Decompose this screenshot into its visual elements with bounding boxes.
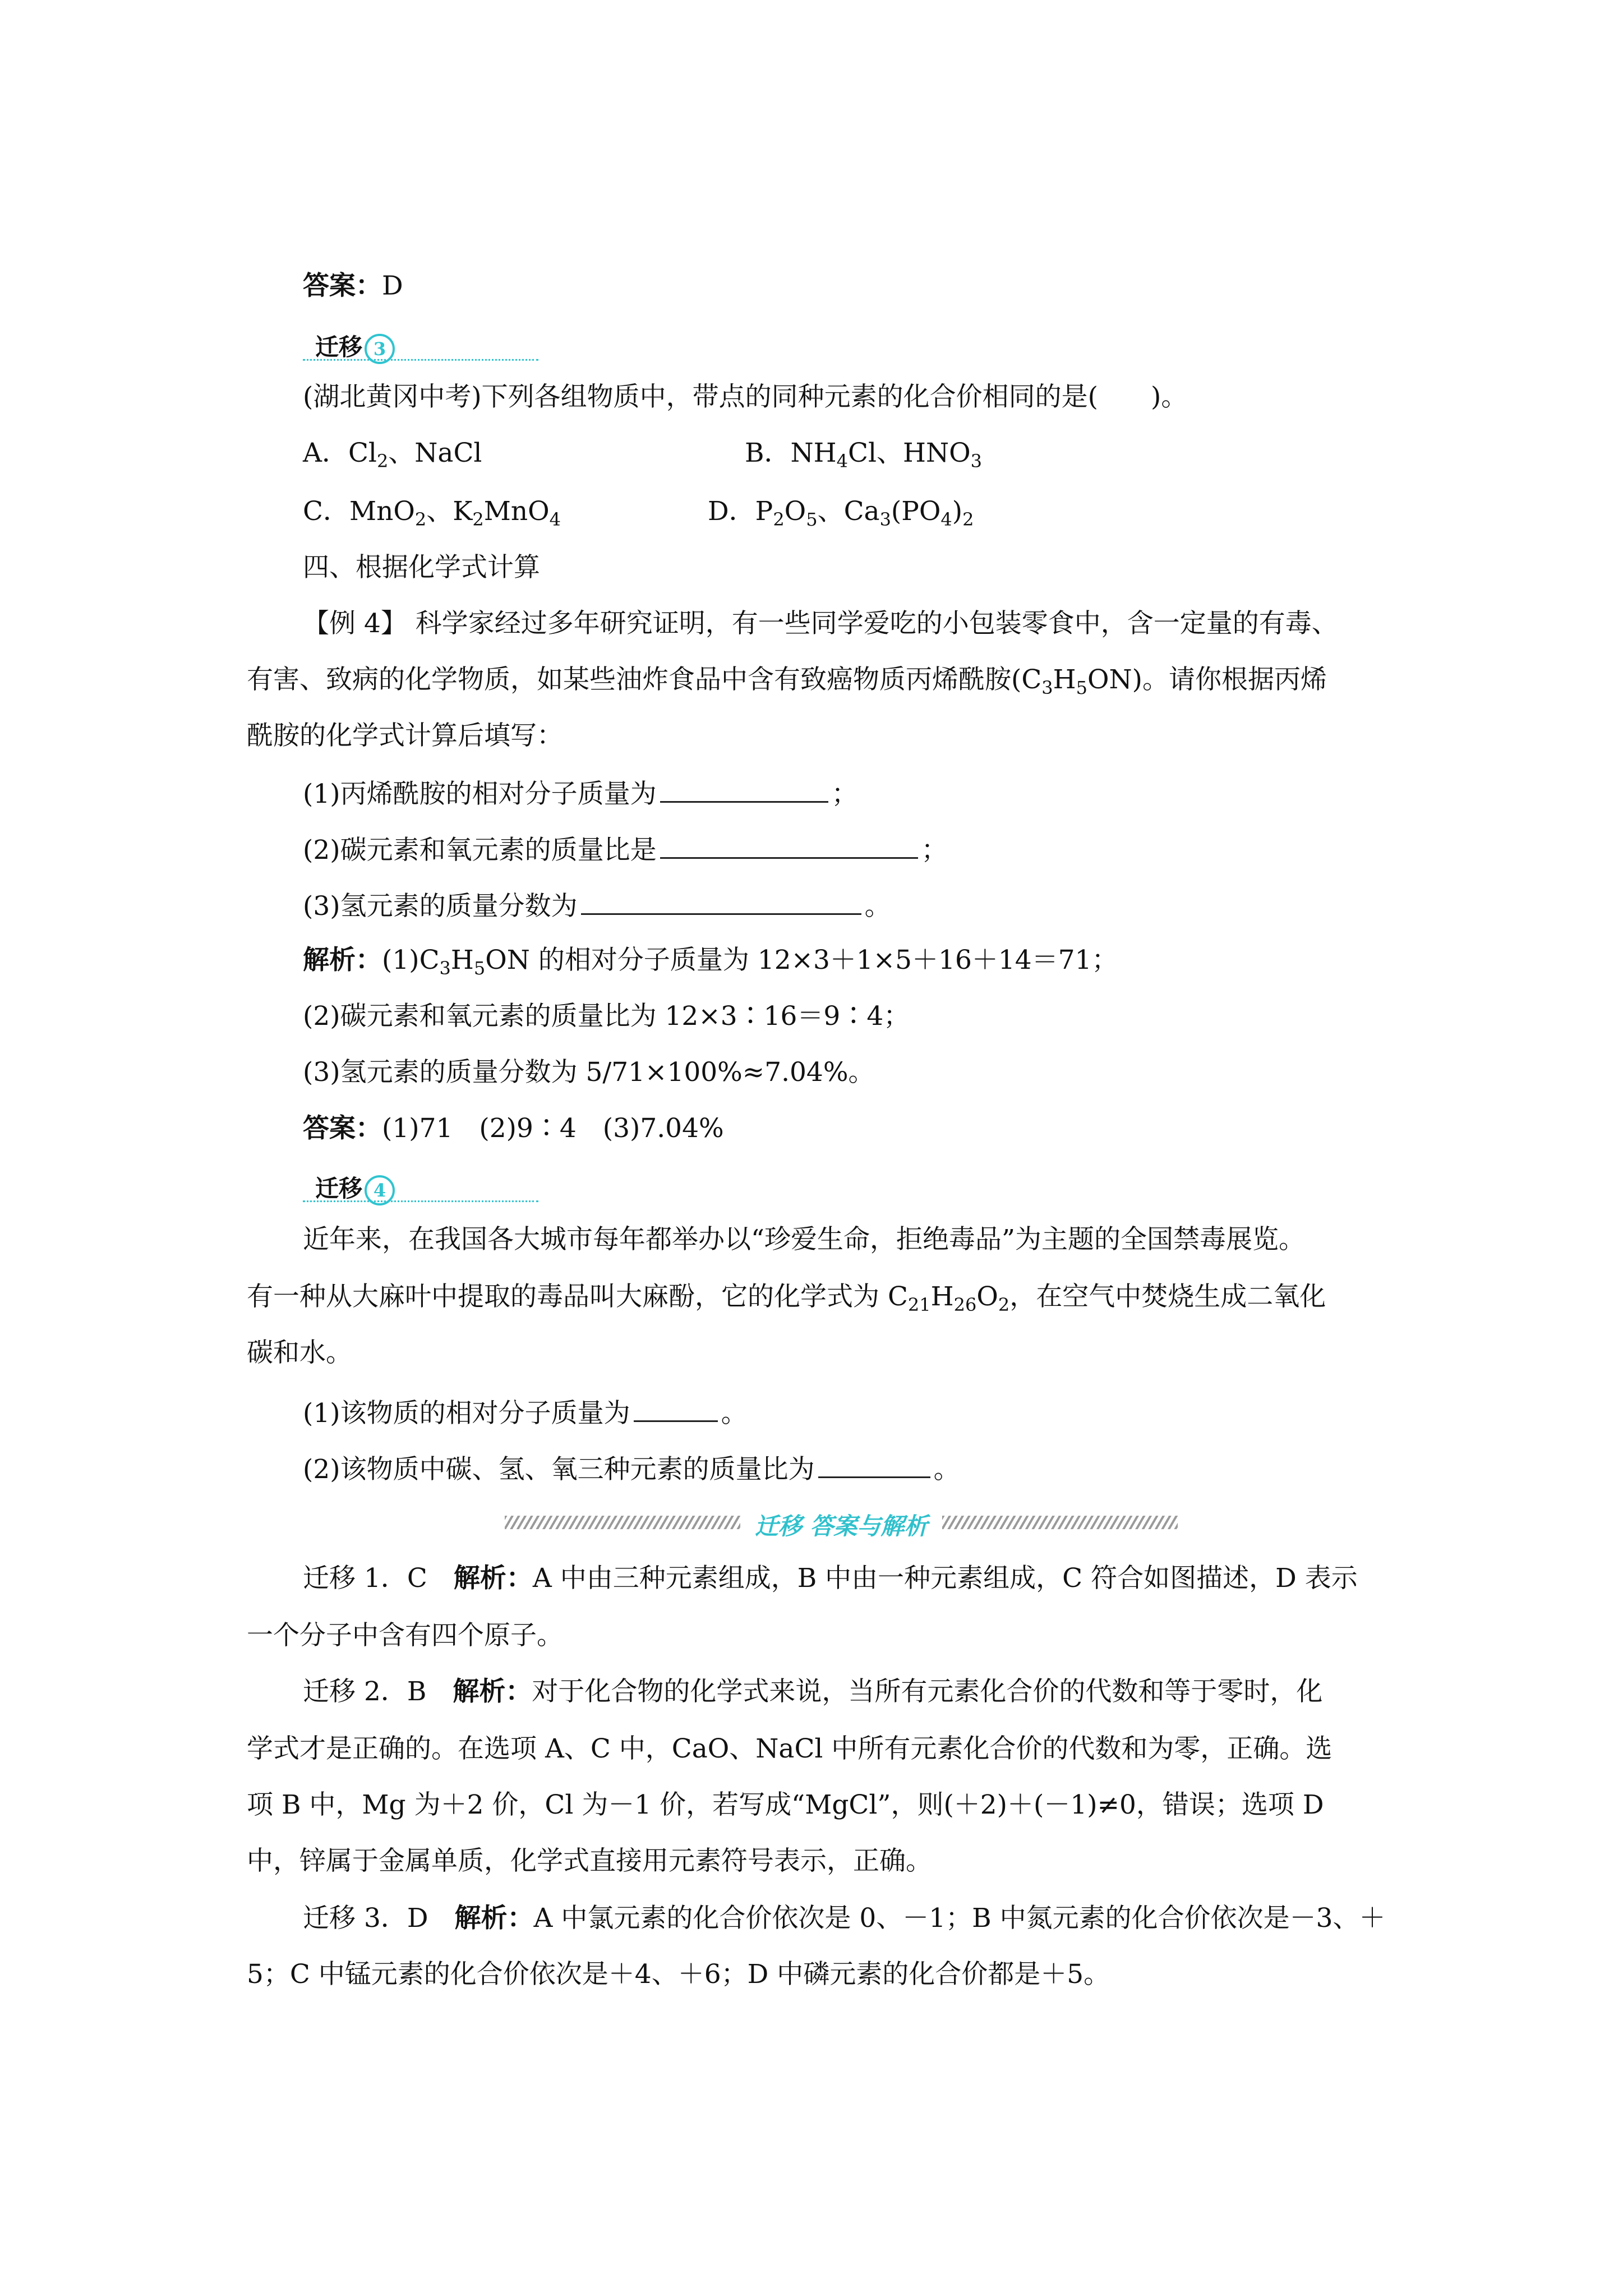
tag-underline [303,1200,538,1202]
transfer-label: 迁移 [315,1175,363,1202]
question-4-p2: (2)该物质中碳、氢、氧三种元素的质量比为 。 [303,1451,960,1487]
solution-2-line-3: 项 B 中，Mg 为＋2 价，Cl 为－1 价，若写成“MgCl”，则(＋2)＋(－1)≠0，错误；选项 D [247,1789,1324,1820]
analysis-4-line-2: (2)碳元素和氧元素的质量比为 12×3∶16＝9∶4； [303,1001,910,1032]
analysis-4-line-1: 解析：$(1)C_3H_5ON$ 的相对分子质量为 12×3＋1×5＋16＋14＝71； [303,945,1118,979]
question-4-line-1: 近年来，在我国各大城市每年都举办以“珍爱生命，拒绝毒品”为主题的全国禁毒展览。 [303,1224,1306,1255]
answer-label: 答案： [303,1113,382,1144]
solution-1-line-1: 迁移 1．C 解析：A 中由三种元素组成，B 中由一种元素组成，C 符合如图描述，D 表示 [303,1563,1358,1594]
option-b: B．$NH_4Cl$、$HNO_3$ [745,438,983,472]
example-4-line-2: 有害、致病的化学物质，如某些油炸食品中含有致癌物质丙烯酰胺$(C_3H_5ON)$。请你根据丙烯 [247,664,1327,698]
example-4-q3: (3)氢元素的质量分数为 。 [303,887,891,923]
example-4-line-3: 酰胺的化学式计算后填写： [247,720,563,751]
option-a: A．$Cl_2$、NaCl [303,438,482,472]
answer-value: (1)71 (2)9∶4 (3)7.04% [382,1113,724,1144]
answer-value: D [382,270,403,301]
analysis-label: 解析： [453,1563,533,1594]
transfer-label: 迁移 [315,333,363,361]
answer-d [303,269,403,303]
section-heading: 四、根据化学式计算 [303,552,540,583]
example-4-q1: (1)丙烯酰胺的相对分子质量为 ； [303,775,858,811]
solution-1-line-2: 一个分子中含有四个原子。 [247,1620,563,1651]
solution-3-line-1: 迁移 3．D 解析：A 中氯元素的化合价依次是 0、－1；B 中氮元素的化合价依次是－3、＋ [303,1903,1386,1934]
example-label: 【例 4】 [303,608,407,639]
solution-3-line-2: 5；C 中锰元素的化合价依次是＋4、＋6；D 中磷元素的化合价都是＋5。 [247,1959,1110,1990]
answer-blank [660,831,918,859]
analysis-label: 解析： [303,945,382,976]
answer-blank [634,1395,718,1422]
question-3: (湖北黄冈中考)下列各组物质中，带点的同种元素的化合价相同的是( )。 [303,381,1188,412]
tag-underline [303,359,538,361]
solution-2-line-2: 学式才是正确的。在选项 A、C 中，CaO、NaCl 中所有元素化合价的代数和为零，正确。选 [247,1733,1332,1764]
banner-title: 迁移 答案与解析 [754,1512,928,1540]
example-4-q2: (2)碳元素和氧元素的质量比是 ； [303,831,948,867]
circled-number-icon: 4 [365,1175,395,1205]
answer-label: 答案： [303,270,382,301]
answer-4 [303,1112,724,1145]
answer-blank [581,887,861,915]
question-4-line-3: 碳和水。 [247,1337,352,1368]
solutions-banner [505,1511,1178,1540]
option-c: C．MnO$_2$、$K_2MnO_4$ [303,496,561,530]
analysis-label: 解析： [454,1903,534,1934]
banner-hatch-right [942,1516,1178,1529]
analysis-label: 解析： [453,1676,532,1707]
example-4-line-1: 【例 4】 科学家经过多年研究证明，有一些同学爱吃的小包装零食中，含一定量的有毒、 [303,608,1338,639]
solution-2-line-1: 迁移 2．B 解析：对于化合物的化学式来说，当所有元素化合价的代数和等于零时，化 [303,1676,1323,1707]
banner-hatch-left [505,1516,740,1529]
question-4-p1: (1)该物质的相对分子质量为 。 [303,1395,748,1430]
option-d: D．$P_2O_5$、$Ca_3(PO_4)_2$ [708,496,974,530]
question-4-line-2: 有一种从大麻叶中提取的毒品叫大麻酚，它的化学式为 $C_{21}H_{26}O_2$，在空气中焚烧生成二氧化 [247,1281,1326,1315]
answer-blank [818,1451,930,1478]
solution-2-line-4: 中，锌属于金属单质，化学式直接用元素符号表示，正确。 [247,1846,932,1876]
analysis-4-line-3: (3)氢元素的质量分数为 5/71×100%≈7.04%。 [303,1057,875,1088]
circled-number-icon: 3 [365,334,395,364]
answer-blank [660,775,828,803]
